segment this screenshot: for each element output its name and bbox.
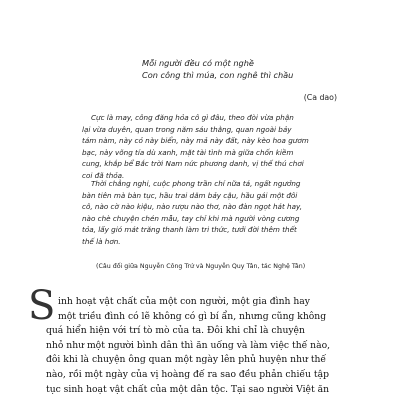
quote-line: Thời chẳng nghi, cuộc phong trần chí nữa tá, ngất ngưởng xyxy=(91,179,301,188)
quote-line: cô, nào cờ nào kiệu, nào rượu nào thơ, nào đàn ngọt hát hay, xyxy=(82,202,302,212)
body-line: nào, rồi một ngày của vị hoàng đế ra sao đều phản chiếu tập xyxy=(46,368,329,380)
epigraph-line: Mỗi người đều có một nghề xyxy=(142,58,254,68)
body-line: quá hiển hiện với trí tò mò của ta. Đôi khi chỉ là chuyện xyxy=(46,325,305,337)
quote-line: thế là hơn. xyxy=(82,236,121,246)
quote-paragraph-1 xyxy=(82,112,336,182)
quote-line: bàn tiên mà bàn tục, hầu trai dăm bảy cậu, hầu gái một đôi xyxy=(82,190,298,200)
body-line: nhỏ như một người bình dân thì ăn uống và làm việc thế nào, xyxy=(46,339,331,351)
quote-line: Cực là may, công đăng hỏa cô gì đâu, theo đòi vừa phận xyxy=(91,113,294,122)
quote-line: bạc, này võng tía dù xanh, mặt tài tình mà giữa chốn kiềm xyxy=(82,147,294,157)
body-line: inh hoạt vật chất của một con người, một gia đình hay xyxy=(58,296,310,307)
body-line: đôi khi là chuyện ông quan một ngày lên phủ huyện như thế xyxy=(46,354,327,366)
quote-paragraph-2 xyxy=(82,178,336,248)
epigraph-source: (Ca dao) xyxy=(303,93,337,102)
body-text xyxy=(46,295,372,397)
drop-cap: S xyxy=(28,283,56,329)
epigraph xyxy=(142,57,338,81)
quote-line: tỏa, lấy gió mát trăng thanh làm tri thức, tưởi đời thêm thết xyxy=(82,225,297,235)
quote-line: tám nàm, này cỏ này biển, này mả này đất, này kèo hoa gươm xyxy=(82,136,309,146)
epigraph-line: Con công thì múa, con nghê thì chầu xyxy=(142,70,294,80)
quote-line: cung, khắp bể Bắc trời Nam nức phương danh, vị thế thú chơi xyxy=(82,159,304,169)
quote-source: (Câu đối giữa Nguyễn Công Trứ và Nguyễn Quy Tân, tác Nghệ Tân) xyxy=(96,263,306,270)
body-line: tục sinh hoạt vật chất của một dân tộc. Tại sao người Việt ăn xyxy=(46,383,329,395)
quote-line: nào chè chuyện chén mẫu, tay chỉ khi mà người vòng cương xyxy=(82,213,300,223)
quote-line: lại vừa duyên, quan trong năm sáu thằng, quan ngoài bảy xyxy=(82,124,292,134)
body-line: một triều đình có lẽ không có gì bí ẩn, nhưng cũng không xyxy=(58,310,327,322)
quote-line: coi đã thỏa. xyxy=(82,170,125,180)
